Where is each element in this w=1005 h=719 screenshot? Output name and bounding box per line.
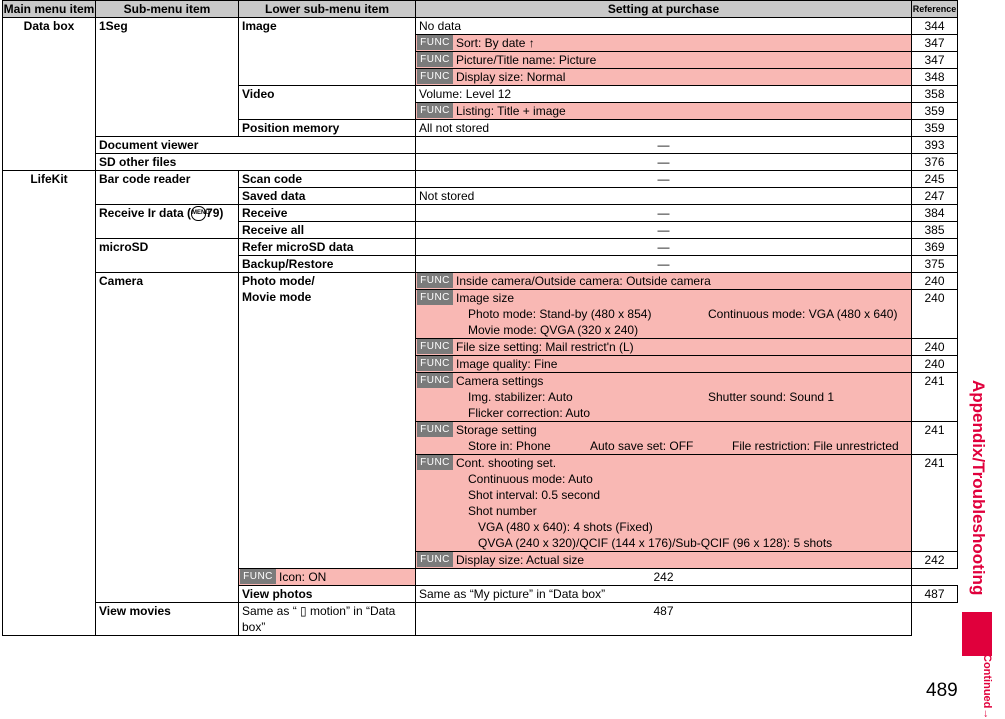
lower-photo-movie-mode [239,273,416,569]
header-sub-menu: Sub-menu item [96,1,239,18]
setting-cell [416,339,912,356]
movie-mode-label: Movie mode [242,290,312,304]
lower-video: Video [239,86,416,120]
reference-cell: 247 [912,188,958,205]
func-icon: FUNC [417,455,453,470]
reference-cell: 241 [912,455,958,552]
setting-text: Storage setting [456,423,537,437]
section-sidebar [968,380,994,610]
setting-cell: — [416,137,912,154]
table-header-row [3,1,958,18]
main-menu-lifekit: LifeKit [3,171,96,636]
setting-text: Display size: Actual size [456,553,585,567]
lower-scan-code: Scan code [239,171,416,188]
lower-refer-microsd: Refer microSD data [239,239,416,256]
setting-cell [416,356,912,373]
setting-text: Listing: Title + image [456,104,566,118]
setting-cell [416,290,912,339]
lower-saved-data: Saved data [239,188,416,205]
lower-receive-all: Receive all [239,222,416,239]
setting-cell: — [416,154,912,171]
setting-text: Display size: Normal [456,70,566,84]
header-lower-sub-menu: Lower sub-menu item [239,1,416,18]
setting-cell: Same as “ ▯ motion” in “Data box” [239,603,416,636]
setting-cell [416,52,912,69]
setting-cell [416,69,912,86]
setting-text: QVGA (240 x 320)/QCIF (144 x 176)/Sub-QCIF (96 x 128): 5 shots [478,536,833,550]
lower-view-movies: View movies [96,603,239,636]
table-row [3,154,958,171]
reference-cell: 242 [912,552,958,569]
func-icon: FUNC [417,339,453,354]
section-title: Appendix/Troubleshooting [969,380,988,596]
reference-cell: 358 [912,86,958,103]
setting-cell [416,422,912,455]
setting-text: Continuous mode: Auto [468,472,593,486]
reference-cell: 385 [912,222,958,239]
setting-text: Flicker correction: Auto [468,406,591,420]
setting-text: Icon: ON [279,570,327,584]
table-row [3,205,958,222]
setting-text: Shot interval: 0.5 second [468,488,601,502]
sub-menu-microsd: microSD [96,239,239,273]
setting-cell [416,552,912,569]
reference-cell: 376 [912,154,958,171]
setting-text: Shutter sound: Sound 1 [708,390,835,404]
reference-cell: 242 [416,569,912,586]
setting-text: File restriction: File unrestricted [732,439,899,453]
reference-cell: 348 [912,69,958,86]
reference-cell: 384 [912,205,958,222]
func-icon: FUNC [417,356,453,371]
menu-icon: MENU [191,206,206,221]
table-row [3,171,958,188]
reference-cell: 240 [912,339,958,356]
reference-cell: 240 [912,273,958,290]
table-row [3,273,958,290]
reference-cell: 240 [912,290,958,339]
reference-cell: 240 [912,356,958,373]
setting-cell: — [416,256,912,273]
setting-text: Movie mode: QVGA (320 x 240) [468,323,639,337]
header-setting: Setting at purchase [416,1,912,18]
setting-cell: — [416,205,912,222]
reference-cell: 344 [912,18,958,35]
setting-cell [239,569,416,586]
lower-receive: Receive [239,205,416,222]
func-icon: FUNC [417,552,453,567]
lower-backup-restore: Backup/Restore [239,256,416,273]
setting-cell [416,103,912,120]
sub-menu-bar-code-reader: Bar code reader [96,171,239,205]
func-icon: FUNC [417,273,453,288]
setting-cell: Not stored [416,188,912,205]
setting-cell: — [416,222,912,239]
lower-image: Image [239,18,416,86]
sub-menu-sd-other-files: SD other files [96,154,416,171]
header-reference: Reference [912,1,958,18]
setting-text: Cont. shooting set. [456,456,557,470]
reference-cell: 347 [912,52,958,69]
sub-menu-document-viewer: Document viewer [96,137,416,154]
table-row [3,239,958,256]
func-icon: FUNC [417,52,453,67]
sub-menu-1seg: 1Seg [96,18,239,137]
reference-cell: 487 [416,603,912,636]
setting-text: Store in: Phone [468,439,551,453]
setting-cell: — [416,239,912,256]
setting-text: Sort: By date ↑ [456,36,535,50]
setting-text: VGA (480 x 640): 4 shots (Fixed) [478,520,653,534]
table-row [3,18,958,35]
reference-cell: 359 [912,120,958,137]
lower-view-photos: View photos [239,586,416,603]
setting-text: Img. stabilizer: Auto [468,390,573,404]
reference-cell: 241 [912,422,958,455]
func-icon: FUNC [417,35,453,50]
main-menu-data-box: Data box [3,18,96,171]
setting-text: Inside camera/Outside camera: Outside camera [456,274,711,288]
photo-mode-label: Photo mode/ [242,274,315,288]
func-icon: FUNC [417,373,453,388]
sub-menu-camera: Camera [96,273,239,603]
setting-text: Image size [456,291,515,305]
func-icon: FUNC [417,422,453,437]
setting-text: Picture/Title name: Picture [456,53,597,67]
sub-menu-receive-ir [96,205,239,239]
receive-ir-label: Receive Ir data ( [99,206,192,220]
setting-text: Image quality: Fine [456,357,558,371]
receive-ir-page: 79) [206,206,224,220]
setting-text: Shot number [468,504,537,518]
table-row [3,603,958,636]
setting-text: File size setting: Mail restrict'n (L) [456,340,634,354]
reference-cell: 245 [912,171,958,188]
reference-cell: 359 [912,103,958,120]
setting-cell [416,373,912,422]
continued-label: Continued→ [981,654,993,719]
reference-cell: 393 [912,137,958,154]
setting-text: Continuous mode: VGA (480 x 640) [708,307,898,321]
setting-cell [416,35,912,52]
setting-cell: Same as “My picture” in “Data box” [416,586,912,603]
reference-cell: 375 [912,256,958,273]
func-icon: FUNC [417,103,453,118]
func-icon: FUNC [417,290,453,305]
page-number: 489 [926,680,958,701]
setting-cell: Volume: Level 12 [416,86,912,103]
setting-cell: No data [416,18,912,35]
section-tab-marker [962,612,992,656]
setting-cell: — [416,171,912,188]
table-row [3,137,958,154]
header-main-menu: Main menu item [3,2,95,16]
setting-cell: All not stored [416,120,912,137]
reference-cell: 487 [912,586,958,603]
reference-cell: 347 [912,35,958,52]
settings-table [2,0,958,636]
func-icon: FUNC [417,69,453,84]
setting-text: Camera settings [456,374,544,388]
setting-cell [416,273,912,290]
setting-text: Photo mode: Stand-by (480 x 854) [468,307,652,321]
reference-cell: 241 [912,373,958,422]
reference-cell: 369 [912,239,958,256]
func-icon: FUNC [240,569,276,584]
setting-text: Auto save set: OFF [590,439,694,453]
setting-cell [416,455,912,552]
lower-position-memory: Position memory [239,120,416,137]
